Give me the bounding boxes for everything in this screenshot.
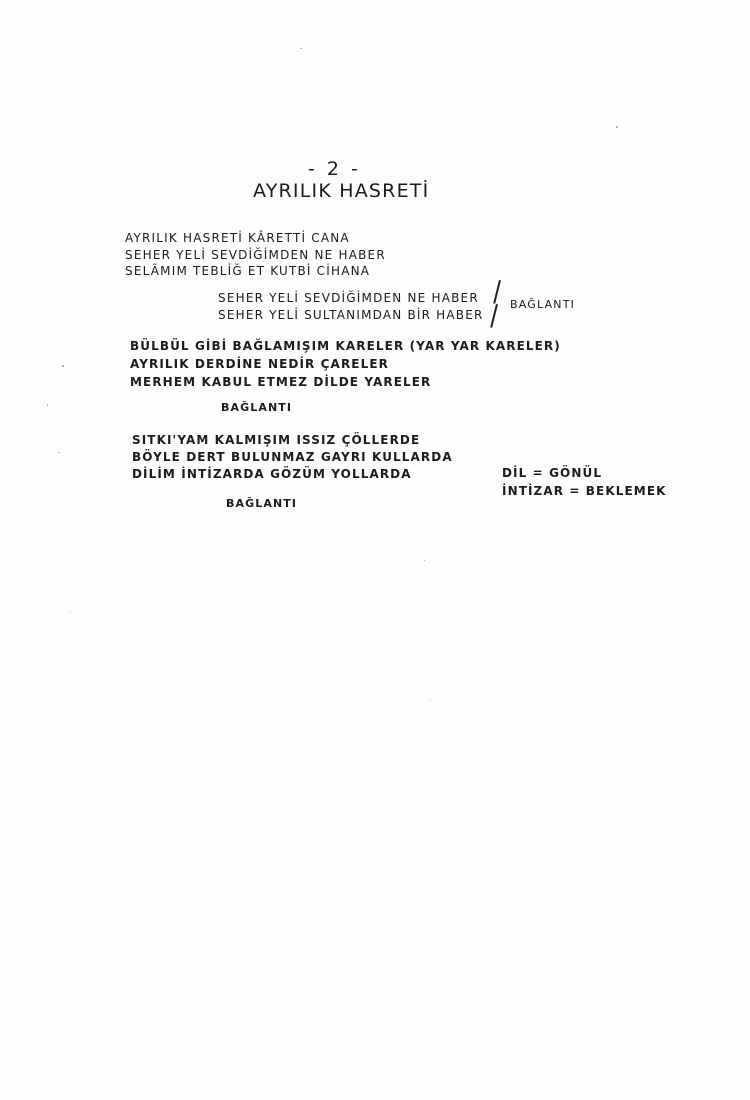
stanza2-line-2: AYRILIK DERDİNE NEDİR ÇARELER <box>130 357 389 371</box>
glossary-entry-2: İNTİZAR = BEKLEMEK <box>502 484 667 498</box>
stanza2-line-3: MERHEM KABUL ETMEZ DİLDE YARELER <box>130 375 432 389</box>
stanza2-line-1: BÜLBÜL GİBİ BAĞLAMIŞIM KARELER (YAR YAR KARELER) <box>130 339 561 353</box>
page-number: - 2 - <box>308 158 361 180</box>
stanza1-line-1: AYRILIK HASRETİ KÂRETTİ CANA <box>125 231 350 245</box>
paper-speck <box>430 700 431 701</box>
poem-title: AYRILIK HASRETİ <box>253 180 430 202</box>
paper-speck <box>62 365 64 367</box>
paper-speck <box>70 612 71 613</box>
paper-speck <box>616 126 618 128</box>
refrain-line-1: SEHER YELİ SEVDİĞİMDEN NE HABER <box>218 291 479 305</box>
stanza3-line-3: DİLİM İNTİZARDA GÖZÜM YOLLARDA <box>132 467 412 481</box>
stanza3-refrain-label: BAĞLANTI <box>226 497 298 510</box>
paper-speck <box>424 560 425 561</box>
stanza1-line-3: SELÂMIM TEBLİĞ ET KUTBİ CİHANA <box>125 264 371 278</box>
glossary-entry-1: DİL = GÖNÜL <box>502 466 603 480</box>
stanza2-refrain-label: BAĞLANTI <box>221 401 293 414</box>
paper-speck <box>47 404 48 406</box>
refrain-line-2: SEHER YELİ SULTANIMDAN BİR HABER <box>218 308 484 322</box>
refrain-bracket-mark <box>490 304 497 328</box>
paper-speck <box>300 48 302 49</box>
stanza1-line-2: SEHER YELİ SEVDİĞİMDEN NE HABER <box>125 248 386 262</box>
refrain-bracket-mark <box>493 280 500 304</box>
refrain-label: BAĞLANTI <box>510 298 576 311</box>
paper-speck <box>58 452 60 453</box>
stanza3-line-1: SITKI'YAM KALMIŞIM ISSIZ ÇÖLLERDE <box>132 433 421 447</box>
stanza3-line-2: BÖYLE DERT BULUNMAZ GAYRI KULLARDA <box>132 450 453 464</box>
